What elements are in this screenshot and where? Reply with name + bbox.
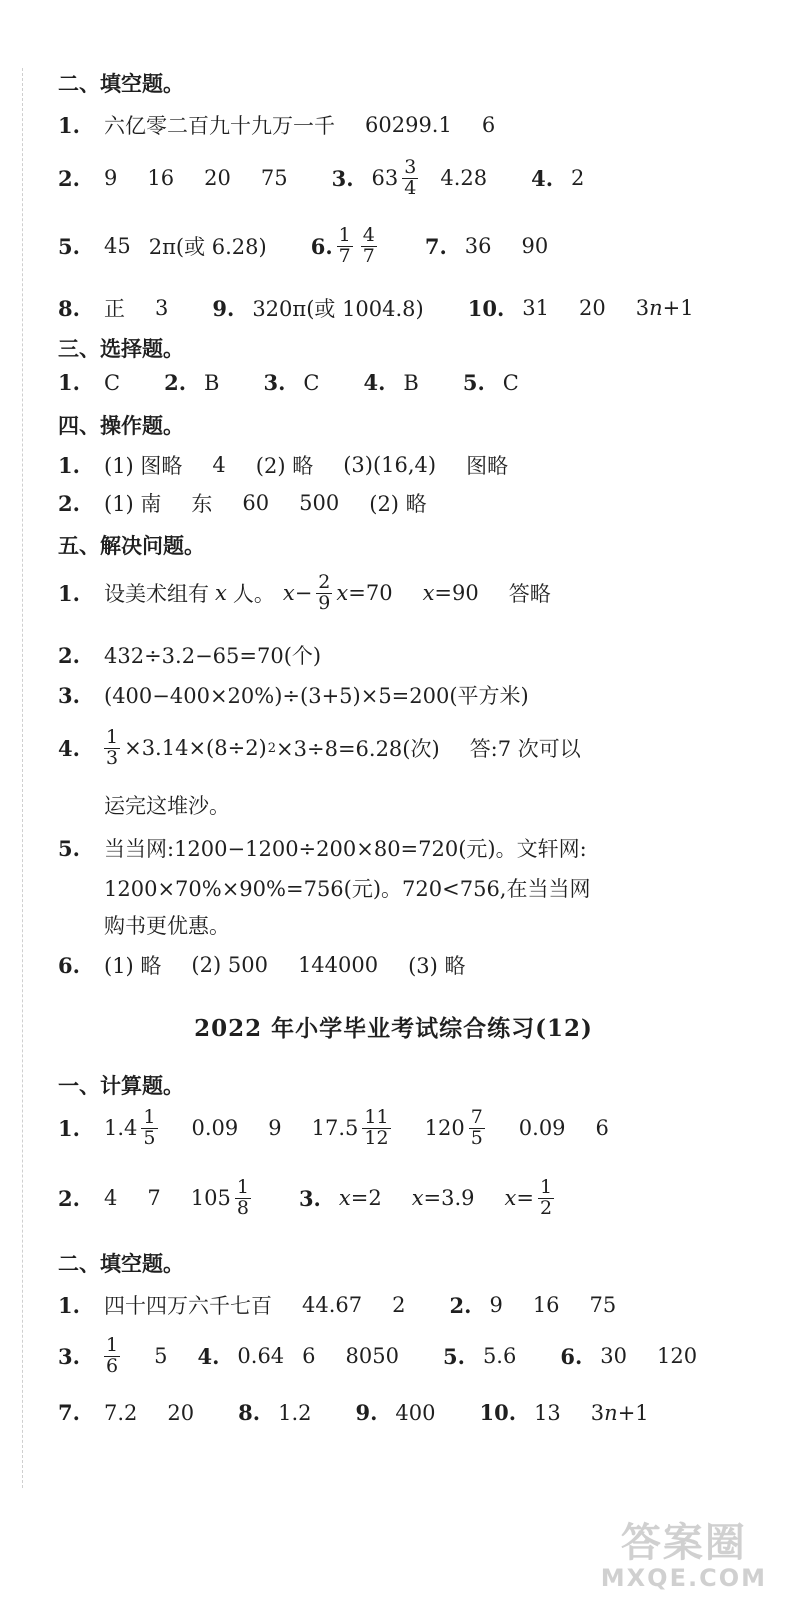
- q-number: 3.: [298, 1185, 321, 1211]
- fraction: [104, 728, 120, 769]
- answer: 31: [522, 296, 550, 320]
- numerator: 1: [539, 1176, 553, 1198]
- answer: (1) 图略: [104, 454, 183, 478]
- answer: 2: [392, 1293, 406, 1317]
- answer: =3.9: [423, 1186, 475, 1211]
- answer: (1) 南: [104, 492, 162, 516]
- answer: C: [303, 370, 320, 395]
- choice-answers: [58, 370, 519, 395]
- q-number: 7.: [58, 1400, 80, 1425]
- answer: (2) 略: [369, 492, 427, 516]
- q-number: 2.: [58, 1185, 80, 1211]
- fill-q5-q7: [58, 226, 548, 267]
- q-number: 8.: [238, 1400, 261, 1425]
- watermark-logo: [601, 1511, 767, 1592]
- exponent: 2: [267, 740, 277, 756]
- fraction: [316, 573, 332, 614]
- answer: 购书更优惠。: [104, 914, 230, 938]
- numerator: 1: [143, 1106, 156, 1128]
- denominator: 6: [106, 1354, 119, 1377]
- section-calc-heading: [58, 1070, 184, 1100]
- answer: 320π(或 1004.8): [252, 297, 424, 321]
- fraction: [402, 158, 418, 199]
- answer: 9: [104, 166, 118, 191]
- fraction: [141, 1108, 157, 1149]
- q-number: 1.: [58, 370, 80, 395]
- fraction: [469, 1108, 485, 1149]
- q-number: 4.: [531, 165, 554, 191]
- q-number: 7.: [424, 233, 447, 259]
- fill-q1: [58, 110, 495, 140]
- q-number: 1.: [58, 112, 80, 138]
- answer: −: [294, 581, 313, 606]
- q-number: 6.: [58, 952, 80, 978]
- denominator: 8: [236, 1196, 249, 1219]
- section-fill2-heading: [58, 1248, 184, 1278]
- calc-q1: [58, 1108, 609, 1149]
- answer: 人。: [232, 582, 275, 607]
- fill-q2-q4: [58, 158, 584, 199]
- q-number: 6.: [560, 1343, 583, 1369]
- answer: 4.28: [440, 166, 488, 191]
- denominator: 4: [404, 176, 417, 199]
- answer: 答略: [508, 582, 551, 607]
- answer: +1: [617, 1400, 649, 1425]
- solve-q4: [58, 728, 581, 769]
- answer: 120: [424, 1116, 465, 1141]
- fill2-q7-q10: [58, 1400, 649, 1425]
- solve-q2: [58, 640, 321, 670]
- answer: 20: [167, 1400, 195, 1425]
- answer: 3: [635, 296, 650, 320]
- denominator: 7: [362, 244, 375, 267]
- section-operation-heading: [58, 410, 184, 440]
- numerator: 1: [236, 1176, 249, 1198]
- variable: n: [649, 296, 663, 320]
- answer: 6: [481, 113, 496, 137]
- answer: 3: [155, 296, 169, 320]
- answer: 4: [104, 1186, 118, 1211]
- q-number: 1.: [58, 452, 80, 478]
- fraction: [235, 1178, 251, 1219]
- numerator: 3: [404, 156, 417, 178]
- calc-q2-q3: [58, 1178, 558, 1219]
- section-title: 一、计算题。: [58, 1073, 184, 1098]
- answer: 20: [579, 296, 606, 320]
- q-number: 4.: [197, 1343, 220, 1369]
- numerator: 2: [318, 571, 331, 593]
- answer: 答:7 次可以: [469, 737, 581, 762]
- answer: 正: [104, 297, 125, 321]
- fraction: [104, 1336, 120, 1377]
- answer: 5: [154, 1344, 168, 1369]
- solve-q5: [58, 833, 587, 863]
- denominator: 2: [539, 1196, 553, 1219]
- answer: C: [502, 370, 519, 395]
- numerator: 7: [470, 1106, 483, 1128]
- answer: 7: [147, 1186, 161, 1211]
- q-number: 2.: [58, 165, 80, 191]
- numerator: 11: [364, 1106, 389, 1128]
- q-number: 3.: [331, 165, 354, 191]
- denominator: 5: [470, 1126, 483, 1149]
- section-title: 四、操作题。: [58, 413, 184, 438]
- q-number: 2.: [164, 370, 187, 395]
- answer: 75: [589, 1293, 617, 1317]
- section-choice-heading: [58, 333, 184, 363]
- solve-q6: [58, 950, 466, 980]
- denominator: 7: [338, 244, 351, 267]
- q-number: 5.: [462, 370, 485, 395]
- answer: 63: [371, 166, 399, 191]
- numerator: 1: [338, 224, 351, 246]
- practice-title: 2022 年小学毕业考试综合练习(12): [194, 1015, 593, 1042]
- section-title: 二、填空题。: [58, 71, 184, 96]
- q-number: 6.: [310, 233, 333, 259]
- fraction: [538, 1178, 554, 1219]
- op-q1: [58, 450, 508, 480]
- answer: 75: [260, 166, 288, 191]
- answer: =90: [434, 581, 479, 606]
- denominator: 9: [318, 591, 331, 614]
- answer: 16: [532, 1293, 560, 1317]
- q-number: 5.: [58, 835, 80, 861]
- q-number: 10.: [467, 295, 505, 321]
- answer: 4: [212, 453, 226, 477]
- margin-dashed-line: [22, 68, 23, 1488]
- answer: 500: [299, 491, 340, 515]
- variable: x: [422, 581, 435, 606]
- answer: 30: [600, 1344, 628, 1369]
- answer: 9: [268, 1116, 282, 1141]
- fill-q8-q10: [58, 293, 694, 323]
- q-number: 3.: [263, 370, 286, 395]
- q-number: 2.: [58, 490, 80, 516]
- answer: 7.2: [104, 1400, 138, 1425]
- answer: 设美术组有: [104, 582, 209, 607]
- answer: (3)(16,4): [343, 453, 437, 477]
- answer: 0.09: [518, 1116, 566, 1141]
- answer: ×3.14×(8÷2): [124, 736, 267, 761]
- q-number: 4.: [58, 735, 80, 761]
- answer: 3: [590, 1400, 605, 1425]
- variable: x: [215, 581, 227, 606]
- q-number: 5.: [58, 233, 80, 259]
- answer: 45: [104, 234, 131, 259]
- numerator: 1: [106, 1334, 119, 1356]
- answer: 9: [489, 1293, 503, 1317]
- answer: 1.4: [104, 1116, 138, 1141]
- q-number: 5.: [443, 1343, 465, 1369]
- answer: 6: [595, 1116, 609, 1141]
- answer: 13: [534, 1400, 561, 1425]
- q-number: 4.: [363, 370, 386, 395]
- answer: 0.64: [237, 1344, 285, 1369]
- answer: =: [516, 1186, 534, 1211]
- answer: 17.5: [311, 1116, 359, 1141]
- q-number: 2.: [58, 642, 80, 668]
- answer: 2π(或 6.28): [148, 235, 267, 260]
- fill2-q1-q2: [58, 1290, 616, 1320]
- solve-q1: [58, 573, 551, 614]
- section-solve-heading: [58, 530, 205, 560]
- q-number: 1.: [58, 580, 80, 606]
- variable: x: [411, 1186, 424, 1211]
- answer: 0.09: [191, 1116, 239, 1141]
- variable: n: [604, 1400, 618, 1425]
- answer: 432÷3.2−65=70(个): [104, 644, 322, 668]
- section-fill-heading: [58, 68, 184, 98]
- denominator: 12: [364, 1126, 389, 1149]
- answer: 60: [242, 491, 270, 515]
- answer: 2: [571, 166, 585, 191]
- variable: x: [338, 1186, 351, 1211]
- answer: 四十四万六千七百: [104, 1294, 272, 1318]
- answer: 90: [521, 234, 549, 259]
- answer: (3) 略: [408, 954, 466, 978]
- watermark-url: MXQE.COM: [600, 1564, 767, 1592]
- q-number: 9.: [355, 1400, 378, 1425]
- answer: =70: [348, 581, 393, 606]
- q-number: 8.: [58, 295, 80, 321]
- solve-q4-cont: [104, 790, 230, 820]
- answer: 120: [657, 1344, 698, 1369]
- solve-q3: [58, 680, 529, 710]
- answer: 44.67: [302, 1293, 363, 1317]
- q-number: 3.: [58, 682, 80, 708]
- op-q2: [58, 488, 427, 518]
- denominator: 5: [143, 1126, 156, 1149]
- answer: 1.2: [278, 1400, 312, 1425]
- answer: (2) 500: [191, 953, 268, 977]
- answer: 当当网:1200−1200÷200×80=720(元)。文轩网:: [104, 837, 587, 861]
- q-number: 1.: [58, 1292, 80, 1318]
- answer: (400−400×20%)÷(3+5)×5=200(平方米): [104, 684, 529, 708]
- answer: 1200×70%×90%=756(元)。720<756,在当当网: [104, 877, 591, 901]
- q-number: 9.: [212, 295, 235, 321]
- q-number: 1.: [58, 1115, 80, 1141]
- answer: B: [403, 370, 419, 395]
- answer: (2) 略: [255, 454, 314, 478]
- answer: 105: [190, 1186, 231, 1211]
- section-title: 三、选择题。: [58, 336, 184, 361]
- answer: 东: [191, 492, 213, 516]
- q-number: 3.: [58, 1343, 80, 1369]
- solve-q5-cont2: [104, 910, 230, 940]
- answer: C: [104, 370, 121, 395]
- answer: 144000: [297, 953, 379, 977]
- numerator: 4: [362, 224, 375, 246]
- q-number: 10.: [479, 1400, 517, 1425]
- watermark-text: 答案圈: [620, 1520, 747, 1566]
- answer: 6: [302, 1344, 316, 1369]
- variable: x: [504, 1186, 517, 1211]
- answer: 图略: [466, 454, 509, 478]
- answer: B: [204, 370, 220, 395]
- q-number: 2.: [449, 1292, 472, 1318]
- answer: 5.6: [482, 1344, 517, 1369]
- answer: =2: [350, 1186, 382, 1211]
- section-title: 二、填空题。: [58, 1251, 184, 1276]
- answer: 400: [395, 1400, 436, 1425]
- answer: 20: [204, 166, 231, 191]
- answer: 16: [147, 166, 175, 191]
- fill2-q3-q6: [58, 1336, 697, 1377]
- answer: 8050: [345, 1344, 399, 1369]
- variable: x: [282, 581, 295, 606]
- variable: x: [336, 581, 349, 606]
- answer: 六亿零二百九十九万一千: [104, 114, 335, 138]
- answer: 运完这堆沙。: [104, 794, 230, 818]
- answer: 60299.1: [365, 113, 452, 137]
- section-title: 五、解决问题。: [58, 533, 205, 558]
- fraction: [361, 226, 377, 267]
- answer: +1: [662, 296, 694, 320]
- numerator: 1: [106, 726, 119, 748]
- fraction: [337, 226, 353, 267]
- answer: 36: [464, 234, 492, 259]
- answer: ×3÷8=6.28(次): [276, 737, 440, 762]
- fraction: [362, 1108, 390, 1149]
- answer: (1) 略: [104, 954, 162, 978]
- denominator: 3: [106, 746, 119, 769]
- solve-q5-cont1: [104, 873, 591, 903]
